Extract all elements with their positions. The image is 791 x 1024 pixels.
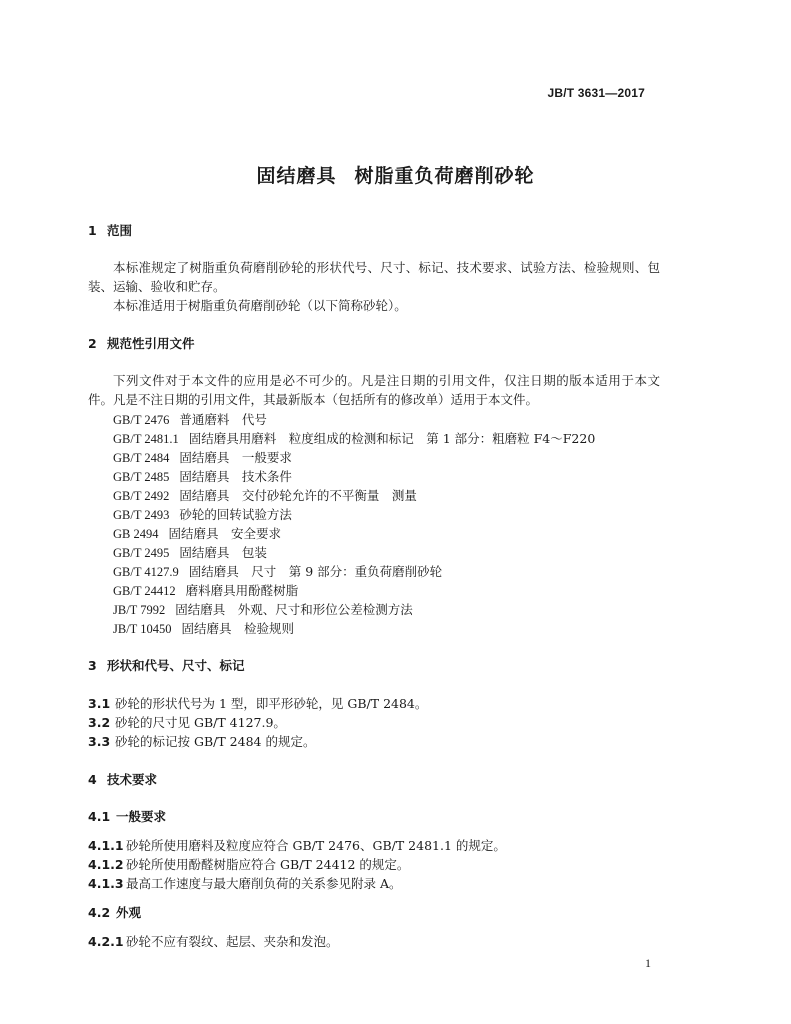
reference-item bbox=[113, 505, 292, 523]
reference-title: 普通磨料 代号 bbox=[179, 412, 267, 427]
reference-code: GB/T 2495 bbox=[113, 546, 170, 560]
clause-number: 4.1.1 bbox=[88, 838, 124, 853]
references-intro-paragraph: 下列文件对于本文件的应用是必不可少的。凡是注日期的引用文件，仅注日期的版本适用于本文件。凡是不注日期的引用文件，其最新版本（包括所有的修改单）适用于本文件。 bbox=[88, 373, 660, 407]
section-heading-technical-requirements bbox=[88, 770, 157, 788]
reference-item bbox=[113, 562, 442, 580]
reference-code: GB/T 2485 bbox=[113, 470, 170, 484]
reference-item bbox=[113, 467, 292, 485]
clause-text: 砂轮的标记按 GB/T 2484 的规定。 bbox=[115, 734, 316, 749]
document-title bbox=[0, 161, 791, 188]
reference-title: 磨料磨具用酚醛树脂 bbox=[185, 583, 299, 598]
reference-title: 固结磨具用磨料 粒度组成的检测和标记 第 1 部分：粗磨粒 F4～F220 bbox=[188, 431, 596, 446]
reference-item bbox=[113, 581, 298, 599]
clause-text: 砂轮所使用磨料及粒度应符合 GB/T 2476、GB/T 2481.1 的规定。 bbox=[126, 838, 506, 853]
reference-item bbox=[113, 448, 292, 466]
clause-number: 3.1 bbox=[88, 696, 111, 711]
reference-code: GB/T 4127.9 bbox=[113, 565, 179, 579]
reference-item bbox=[113, 429, 595, 447]
clause-item bbox=[88, 932, 339, 950]
reference-code: GB/T 24412 bbox=[113, 584, 176, 598]
clause-text: 砂轮的形状代号为 1 型，即平形砂轮，见 GB/T 2484。 bbox=[115, 696, 428, 711]
section-number: 1 bbox=[88, 223, 97, 238]
reference-title: 固结磨具 尺寸 第 9 部分：重负荷磨削砂轮 bbox=[188, 564, 443, 579]
reference-title: 固结磨具 交付砂轮允许的不平衡量 测量 bbox=[179, 488, 417, 503]
reference-item bbox=[113, 524, 281, 542]
clause-number: 4.1.2 bbox=[88, 857, 124, 872]
clause-item bbox=[88, 732, 315, 750]
section-title: 技术要求 bbox=[107, 772, 158, 787]
subsection-number: 4.1 bbox=[88, 809, 111, 824]
section-number: 4 bbox=[88, 772, 97, 787]
section-heading-scope bbox=[88, 221, 132, 239]
clause-text: 砂轮的尺寸见 GB/T 4127.9。 bbox=[115, 715, 286, 730]
clause-item bbox=[88, 855, 409, 873]
section-heading-normative-references bbox=[88, 334, 195, 352]
clause-text: 最高工作速度与最大磨削负荷的关系参见附录 A。 bbox=[126, 876, 402, 891]
reference-title: 固结磨具 检验规则 bbox=[181, 621, 294, 636]
title-part-1: 固结磨具 bbox=[256, 165, 337, 187]
reference-item bbox=[113, 486, 417, 504]
section-title: 规范性引用文件 bbox=[107, 336, 195, 351]
clause-item bbox=[88, 874, 402, 892]
clause-text: 砂轮所使用酚醛树脂应符合 GB/T 24412 的规定。 bbox=[126, 857, 410, 872]
reference-title: 固结磨具 一般要求 bbox=[179, 450, 292, 465]
document-header-code: JB/T 3631—2017 bbox=[547, 86, 645, 100]
subsection-number: 4.2 bbox=[88, 905, 111, 920]
reference-title: 固结磨具 安全要求 bbox=[168, 526, 282, 541]
subsection-heading-appearance bbox=[88, 903, 141, 921]
reference-code: GB/T 2476 bbox=[113, 413, 170, 427]
reference-item bbox=[113, 410, 267, 428]
section-title: 范围 bbox=[107, 223, 133, 238]
section-number: 3 bbox=[88, 658, 97, 673]
clause-number: 3.2 bbox=[88, 715, 111, 730]
clause-item bbox=[88, 836, 506, 854]
reference-code: GB/T 2484 bbox=[113, 451, 170, 465]
clause-number: 3.3 bbox=[88, 734, 111, 749]
scope-paragraph-1: 本标准规定了树脂重负荷磨削砂轮的形状代号、尺寸、标记、技术要求、试验方法、检验规则、包装、运输、验收和贮存。 bbox=[88, 260, 660, 294]
reference-code: JB/T 10450 bbox=[113, 622, 172, 636]
subsection-title: 一般要求 bbox=[116, 809, 167, 824]
clause-number: 4.2.1 bbox=[88, 934, 124, 949]
title-part-2: 树脂重负荷磨削砂轮 bbox=[354, 165, 535, 187]
reference-item bbox=[113, 543, 267, 561]
reference-title: 固结磨具 技术条件 bbox=[179, 469, 292, 484]
clause-number: 4.1.3 bbox=[88, 876, 124, 891]
page-number: 1 bbox=[645, 956, 651, 970]
reference-title: 固结磨具 包装 bbox=[179, 545, 267, 560]
scope-paragraph-2: 本标准适用于树脂重负荷磨削砂轮（以下简称砂轮）。 bbox=[113, 298, 407, 313]
reference-code: JB/T 7992 bbox=[113, 603, 166, 617]
reference-title: 固结磨具 外观、尺寸和形位公差检测方法 bbox=[175, 602, 413, 617]
reference-code: GB 2494 bbox=[113, 527, 159, 541]
section-heading-shape-size-marking bbox=[88, 656, 245, 674]
clause-item bbox=[88, 694, 427, 712]
subsection-heading-general-requirements bbox=[88, 807, 166, 825]
reference-code: GB/T 2481.1 bbox=[113, 432, 179, 446]
section-number: 2 bbox=[88, 336, 97, 351]
subsection-title: 外观 bbox=[116, 905, 142, 920]
section-title: 形状和代号、尺寸、标记 bbox=[107, 658, 245, 673]
reference-code: GB/T 2492 bbox=[113, 489, 170, 503]
reference-item bbox=[113, 600, 413, 618]
reference-code: GB/T 2493 bbox=[113, 508, 170, 522]
reference-title: 砂轮的回转试验方法 bbox=[179, 507, 292, 522]
clause-item bbox=[88, 713, 286, 731]
clause-text: 砂轮不应有裂纹、起层、夹杂和发泡。 bbox=[126, 934, 339, 949]
reference-item bbox=[113, 619, 294, 637]
